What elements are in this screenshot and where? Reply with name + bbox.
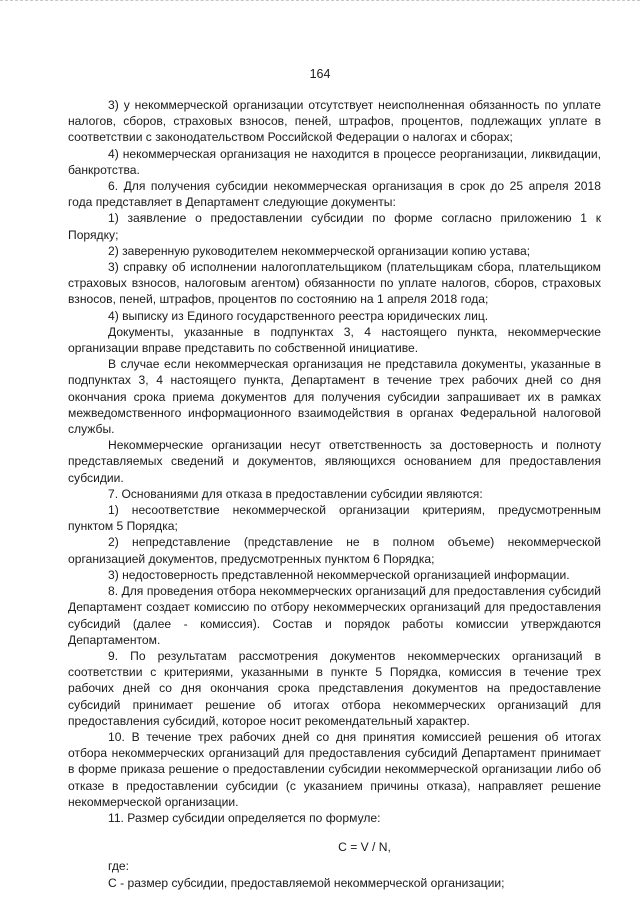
paragraph: 2) заверенную руководителем некоммерческой организации копию устава; [108,243,531,258]
paragraph: В случае если некоммерческая организация не представила документы, указанные в подпунктах 3, 4 настоящего пункта, Департамент в течение трех рабочих дней со дня окончания срока приема документов для получения субсидии запрашивает их в рамках межведомственного информационного взаимодействия в органах Федеральной налоговой службы. [68,357,601,437]
paragraph: 3) у некоммерческой организации отсутствует неисполненная обязанность по уплате налогов, сборов, страховых взносов, пеней, штрафов, процентов, подлежащих уплате в соответствии с законодательством Российской Федерации о налогах и сборах; [68,98,601,145]
page-number: 164 [309,67,331,81]
paragraph: 9. По результатам рассмотрения документов некоммерческих организаций в соответствии с критериями, указанными в пункте 5 Порядка, комиссия в течение трех рабочих дней со дня окончания срока представления документов на предоставление субсидий принимает решение об итогах отбора некоммерческих организаций для предоставления субсидий, которое носит рекомендательный характер. [68,648,601,728]
scan-edge-artifact [0,0,640,9]
paragraph: Документы, указанные в подпунктах 3, 4 настоящего пункта, некоммерческие организации вправе представить по собственной инициативе. [68,324,601,356]
where-label: где: [108,859,130,874]
paragraph: 1) заявление о предоставлении субсидии по форме согласно приложению 1 к Порядку; [68,211,601,242]
paragraph: 4) некоммерческая организация не находится в процессе реорганизации, ликвидации, банкротства. [68,146,601,177]
paragraph: 8. Для проведения отбора некоммерческих организаций для предоставления субсидий Департамент создает комиссию по отбору некоммерческих организаций для предоставления субсидий (далее - комиссия). Состав и порядок работы комиссии утверждаются Департаментом. [68,584,601,647]
paragraph: 6. Для получения субсидии некоммерческая организация в срок до 25 апреля 2018 года представляет в Департамент следующие документы: [68,179,601,210]
paragraph: 11. Размер субсидии определяется по формуле: [108,810,381,825]
paragraph: 3) справку об исполнении налогоплательщиком (плательщикам сбора, плательщиком страховых взносов, налоговым агентом) обязанности по уплате налогов, сборов, страховых взносов, пеней, штрафов, процентов по состоянию на 1 апреля 2018 года; [68,260,601,307]
paragraph: 2) непредставление (представление не в полном объеме) некоммерческой организацией документов, предусмотренных пунктом 6 Порядка; [68,535,601,566]
paragraph: 7. Основаниями для отказа в предоставлении субсидии являются: [108,486,483,501]
definition: C - размер субсидии, предоставляемой некоммерческой организации; [108,875,505,890]
paragraph: 10. В течение трех рабочих дней со дня принятия комиссией решения об итогах отбора некоммерческих организаций для предоставления субсидий Департамент принимает в форме приказа решение о предоставлении субсидии некоммерческой организации либо об отказе в предоставлении субсидии (с указанием причины отказа), направляет решение некоммерческой организации. [68,729,601,809]
formula: C = V / N, [338,840,391,855]
paragraph: 4) выписку из Единого государственного реестра юридических лиц. [108,308,489,323]
paragraph: 3) недостоверность представленной некоммерческой организацией информации. [108,567,570,582]
paragraph: 1) несоответствие некоммерческой организации критериям, предусмотренным пунктом 5 Порядка; [68,503,601,534]
paragraph: Некоммерческие организации несут ответственность за достоверность и полноту представляемых сведений и документов, являющихся основанием для предоставления субсидии. [68,438,601,485]
document-body [68,97,601,891]
